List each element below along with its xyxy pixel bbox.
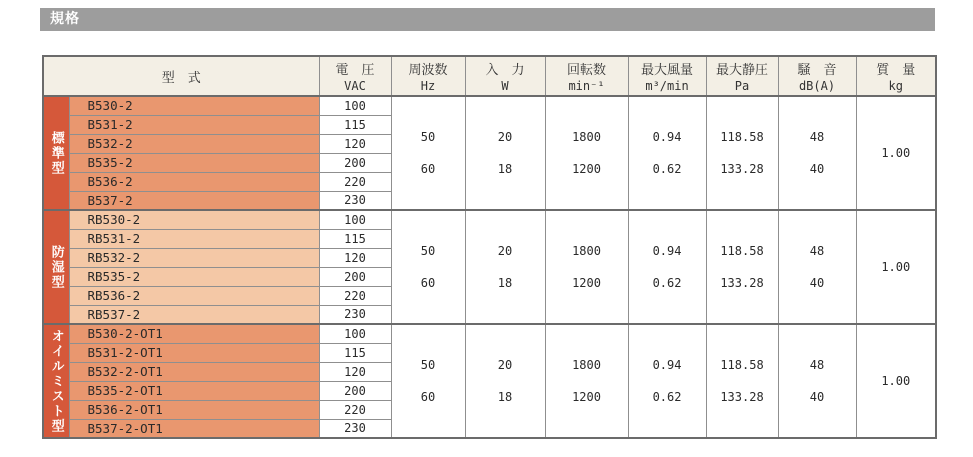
model-cell: RB536-2 [69, 286, 319, 305]
header-voltage-unit: VAC [344, 79, 366, 93]
rotation-60: 1200 [572, 276, 601, 290]
voltage-cell: 120 [319, 362, 391, 381]
input-60: 18 [497, 162, 513, 176]
noise-50: 48 [809, 130, 825, 144]
input-cell [465, 210, 545, 324]
model-cell: B535-2 [69, 153, 319, 172]
frequency-50: 50 [420, 244, 436, 258]
model-cell: RB532-2 [69, 248, 319, 267]
voltage-cell: 115 [319, 229, 391, 248]
input-50: 20 [497, 244, 513, 258]
frequency-60: 60 [420, 390, 436, 404]
frequency-cell [391, 210, 465, 324]
static-pressure-cell [706, 324, 778, 438]
model-cell: B530-2 [69, 96, 319, 115]
model-cell: RB531-2 [69, 229, 319, 248]
header-airflow [628, 56, 706, 96]
noise-cell [778, 324, 856, 438]
input-60: 18 [497, 276, 513, 290]
airflow-50: 0.94 [652, 130, 682, 144]
header-static-label: 最大静圧 [716, 63, 769, 78]
static-50: 118.58 [720, 130, 764, 144]
noise-60: 40 [809, 276, 825, 290]
model-cell: RB535-2 [69, 267, 319, 286]
rotation-50: 1800 [572, 244, 601, 258]
section-title: 規格 [40, 8, 935, 31]
header-mass [856, 56, 936, 96]
frequency-60: 60 [420, 276, 436, 290]
header-rotation-unit: min⁻¹ [568, 79, 605, 93]
input-60: 18 [497, 390, 513, 404]
voltage-cell: 100 [319, 96, 391, 115]
table-row [43, 324, 936, 343]
group-label-standard: 標準型 [43, 96, 69, 210]
header-static-unit: Pa [734, 79, 750, 93]
voltage-cell: 120 [319, 134, 391, 153]
group-moisture-proof [43, 210, 936, 324]
rotation-cell [545, 324, 628, 438]
header-input-unit: W [501, 79, 509, 93]
airflow-60: 0.62 [652, 390, 682, 404]
static-pressure-cell [706, 96, 778, 210]
header-frequency [391, 56, 465, 96]
airflow-cell [628, 324, 706, 438]
airflow-60: 0.62 [652, 162, 682, 176]
header-input [465, 56, 545, 96]
airflow-50: 0.94 [652, 244, 682, 258]
group-standard [43, 96, 936, 210]
airflow-50: 0.94 [652, 358, 682, 372]
airflow-cell [628, 210, 706, 324]
input-50: 20 [497, 358, 513, 372]
voltage-cell: 220 [319, 172, 391, 191]
rotation-cell [545, 96, 628, 210]
rotation-50: 1800 [572, 130, 601, 144]
voltage-cell: 200 [319, 267, 391, 286]
model-cell: B531-2 [69, 115, 319, 134]
frequency-50: 50 [420, 130, 436, 144]
airflow-60: 0.62 [652, 276, 682, 290]
model-cell: B530-2-OT1 [69, 324, 319, 343]
model-cell: RB537-2 [69, 305, 319, 324]
header-mass-label: 質 量 [876, 63, 916, 78]
mass-cell [856, 96, 936, 210]
header-frequency-unit: Hz [420, 79, 436, 93]
noise-cell [778, 96, 856, 210]
voltage-cell: 230 [319, 305, 391, 324]
static-pressure-cell [706, 210, 778, 324]
frequency-cell [391, 324, 465, 438]
header-noise-unit: dB(A) [798, 79, 836, 93]
static-60: 133.28 [720, 390, 764, 404]
mass-cell [856, 210, 936, 324]
voltage-cell: 200 [319, 381, 391, 400]
voltage-cell: 200 [319, 153, 391, 172]
table-row [43, 96, 936, 115]
model-cell: B537-2 [69, 191, 319, 210]
spec-table [42, 55, 937, 439]
airflow-cell [628, 96, 706, 210]
model-cell: B531-2-OT1 [69, 343, 319, 362]
model-cell: B532-2 [69, 134, 319, 153]
table-header [43, 56, 936, 96]
group-oil-mist [43, 324, 936, 438]
header-input-label: 入 力 [485, 63, 525, 78]
static-50: 118.58 [720, 358, 764, 372]
voltage-cell: 230 [319, 419, 391, 438]
frequency-50: 50 [420, 358, 436, 372]
model-cell: RB530-2 [69, 210, 319, 229]
rotation-cell [545, 210, 628, 324]
voltage-cell: 230 [319, 191, 391, 210]
frequency-cell [391, 96, 465, 210]
table-row [43, 210, 936, 229]
voltage-cell: 220 [319, 286, 391, 305]
header-rotation [545, 56, 628, 96]
group-label-oil-mist: オイルミスト型 [43, 324, 69, 438]
input-50: 20 [497, 130, 513, 144]
voltage-cell: 220 [319, 400, 391, 419]
model-cell: B537-2-OT1 [69, 419, 319, 438]
rotation-50: 1800 [572, 358, 601, 372]
header-noise [778, 56, 856, 96]
static-60: 133.28 [720, 162, 764, 176]
noise-60: 40 [809, 390, 825, 404]
header-voltage-label: 電 圧 [335, 63, 375, 78]
noise-50: 48 [809, 244, 825, 258]
group-label-moisture-proof: 防湿型 [43, 210, 69, 324]
voltage-cell: 100 [319, 210, 391, 229]
input-cell [465, 96, 545, 210]
noise-60: 40 [809, 162, 825, 176]
header-model [43, 56, 319, 96]
voltage-cell: 115 [319, 343, 391, 362]
noise-cell [778, 210, 856, 324]
mass-value: 1.00 [881, 260, 911, 274]
rotation-60: 1200 [572, 162, 601, 176]
mass-cell [856, 324, 936, 438]
header-static [706, 56, 778, 96]
noise-50: 48 [809, 358, 825, 372]
mass-value: 1.00 [881, 146, 911, 160]
header-airflow-unit: m³/min [645, 79, 689, 93]
model-cell: B536-2 [69, 172, 319, 191]
mass-value: 1.00 [881, 374, 911, 388]
input-cell [465, 324, 545, 438]
model-cell: B536-2-OT1 [69, 400, 319, 419]
header-mass-unit: kg [888, 79, 903, 93]
rotation-60: 1200 [572, 390, 601, 404]
header-airflow-label: 最大風量 [641, 63, 694, 78]
model-cell: B532-2-OT1 [69, 362, 319, 381]
frequency-60: 60 [420, 162, 436, 176]
header-noise-label: 騒 音 [797, 63, 837, 78]
header-frequency-label: 周波数 [408, 63, 448, 78]
model-cell: B535-2-OT1 [69, 381, 319, 400]
voltage-cell: 120 [319, 248, 391, 267]
header-rotation-label: 回転数 [567, 63, 607, 78]
static-50: 118.58 [720, 244, 764, 258]
voltage-cell: 115 [319, 115, 391, 134]
static-60: 133.28 [720, 276, 764, 290]
header-model-label: 型 式 [161, 70, 201, 86]
header-voltage [319, 56, 391, 96]
voltage-cell: 100 [319, 324, 391, 343]
